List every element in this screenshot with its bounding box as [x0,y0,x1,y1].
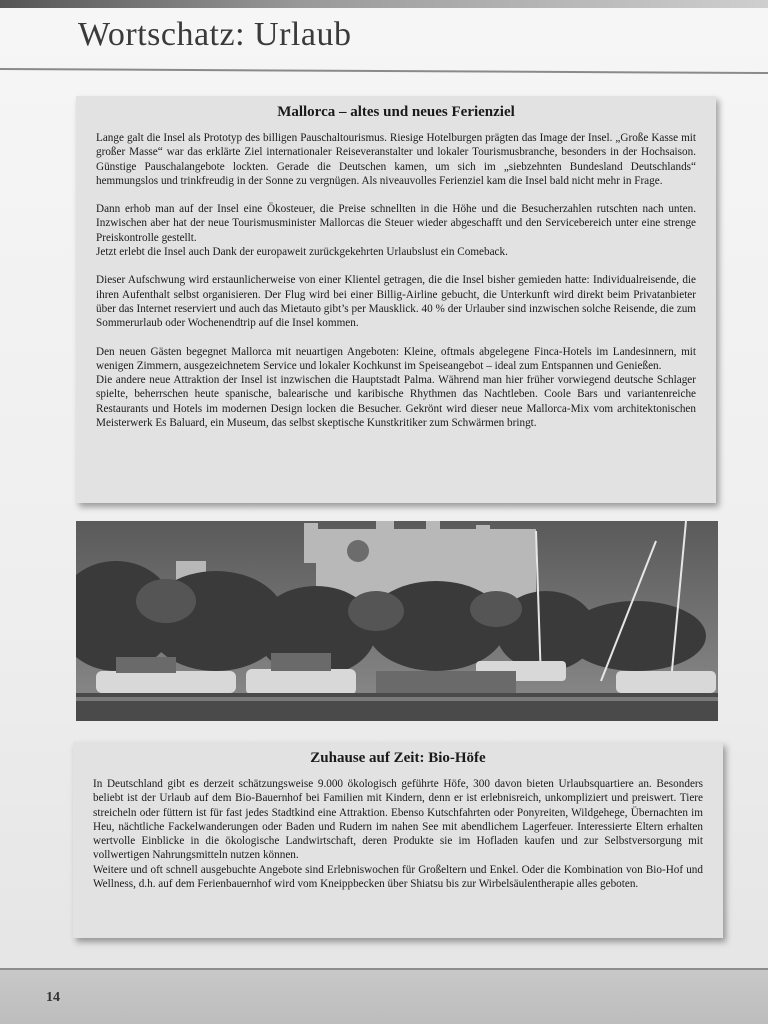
article-mallorca-heading: Mallorca – altes und neues Ferienziel [277,104,515,120]
article-bio-hoefe [73,742,723,938]
article-mallorca [76,96,716,503]
palma-harbor-photo [76,521,718,721]
article-mallorca-paragraph: Lange galt die Insel als Prototyp des billigen Pauschaltourismus. Riesige Hotelburgen prägten das Image der Insel. „Große Kasse mit großer Masse“ war das erklärte Ziel internationaler Reiseveranstalter und lokaler Tourismusbranche, besonders in der Hochsaison. Günstige Pauschalangebote lockten. Gerade die Deutschen kamen, um sich im „siebzehnten Bundesland Deutschlands“ hemmungslos und trinkfreudig in der Sonne zu vergnügen. Als niveauvolles Ferienziel kam die Insel bald nicht mehr in Frage. [96,132,696,187]
page-footer [0,968,768,1024]
article-bio-hoefe-paragraph: Weitere und oft schnell ausgebuchte Angebote sind Erlebniswochen für Großeltern und Enkel. Oder die Kombination von Bio-Hof und Wellness, d.h. auf dem Ferienbauernhof wird vom Kneippbecken über Shiatsu bis zur Wirbelsäulentherapie alles geboten. [93,863,703,891]
page-number: 14 [46,990,60,1005]
title-divider [0,68,768,74]
article-bio-hoefe-heading: Zuhause auf Zeit: Bio-Höfe [310,750,486,766]
article-mallorca-paragraph: Den neuen Gästen begegnet Mallorca mit neuartigen Angeboten: Kleine, oftmals abgelegene Finca-Hotels im Landesinnern, mit wenigen Zimmern, ausgezeichnetem Service und lokaler Kochkunst im Speiseangebot – ideal zum Entspannen und Genießen. [96,345,696,372]
article-mallorca-paragraph: Jetzt erlebt die Insel auch Dank der europaweit zurückgekehrten Urlaubslust ein Comeback. [96,246,508,259]
article-mallorca-paragraph: Dann erhob man auf der Insel eine Ökosteuer, die Preise schnellten in die Höhe und die Besucherzahlen rutschten nach unten. Inzwischen aber hat der neue Tourismusminister Mallorcas die Steuer wieder abgeschafft und den Servicebereich unter eine strenge Preiskontrolle gestellt. [96,203,696,244]
article-bio-hoefe-paragraph: In Deutschland gibt es derzeit schätzungsweise 9.000 ökologisch geführte Höfe, 300 davon bieten Urlaubsquartiere an. Besonders beliebt ist der Urlaub auf dem Bio-Bauernhof bei Familien mit Kindern, denn er ist erlebnisreich, unkompliziert und preiswert. Tiere streicheln oder füttern ist für fast jedes Stadtkind eine Attraktion. Ebenso Kutschfahrten oder Ponyreiten, Wildgehege, Übernachten im Heu, nächtliche Fackelwanderungen oder Baden und Rudern im nahen See mit abendlichem Lagerfeuer. Interessierte Eltern erhalten wertvolle Einblicke in die ökologische Landwirtschaft, deren Produkte sie im Hofladen kaufen und zur Selbstversorgung mit vollwertigen Nahrungsmitteln nutzen können. [93,778,703,862]
palma-harbor-illustration [76,521,718,721]
article-mallorca-paragraph: Die andere neue Attraktion der Insel ist inzwischen die Hauptstadt Palma. Während man hier früher vorwiegend deutsche Schlager spielte, beherrschen heute spanische, balearische und karibische Rhythmen das Nachtleben. Coole Bars und variantenreiche Restaurants und Hotels im modernen Design locken die Besucher. Gekrönt wird dieser neue Mallorca-Mix vom architektonischen Meisterwerk Es Baluard, ein Museum, das selbst skeptische Kunstkritiker zum Schwärmen bringt. [96,374,696,430]
article-mallorca-paragraph: Dieser Aufschwung wird erstaunlicherweise von einer Klientel getragen, die die Insel bisher gemieden hatte: Individualreisende, die ihren Aufenthalt selbst organisieren. Der Flug wird bei einer Billig-Airline gebucht, die Unterkunft wird direkt beim Privatanbieter über das Internet reserviert und auch das Mietauto gibt’s per Mausklick. 40 % der Urlauber sind inzwischen solche Reisende, die zum Sommerurlaub oder Wochenendtrip auf die Insel kommen. [96,274,696,330]
top-edge [0,0,768,8]
page-title: Wortschatz: Urlaub [78,16,352,53]
